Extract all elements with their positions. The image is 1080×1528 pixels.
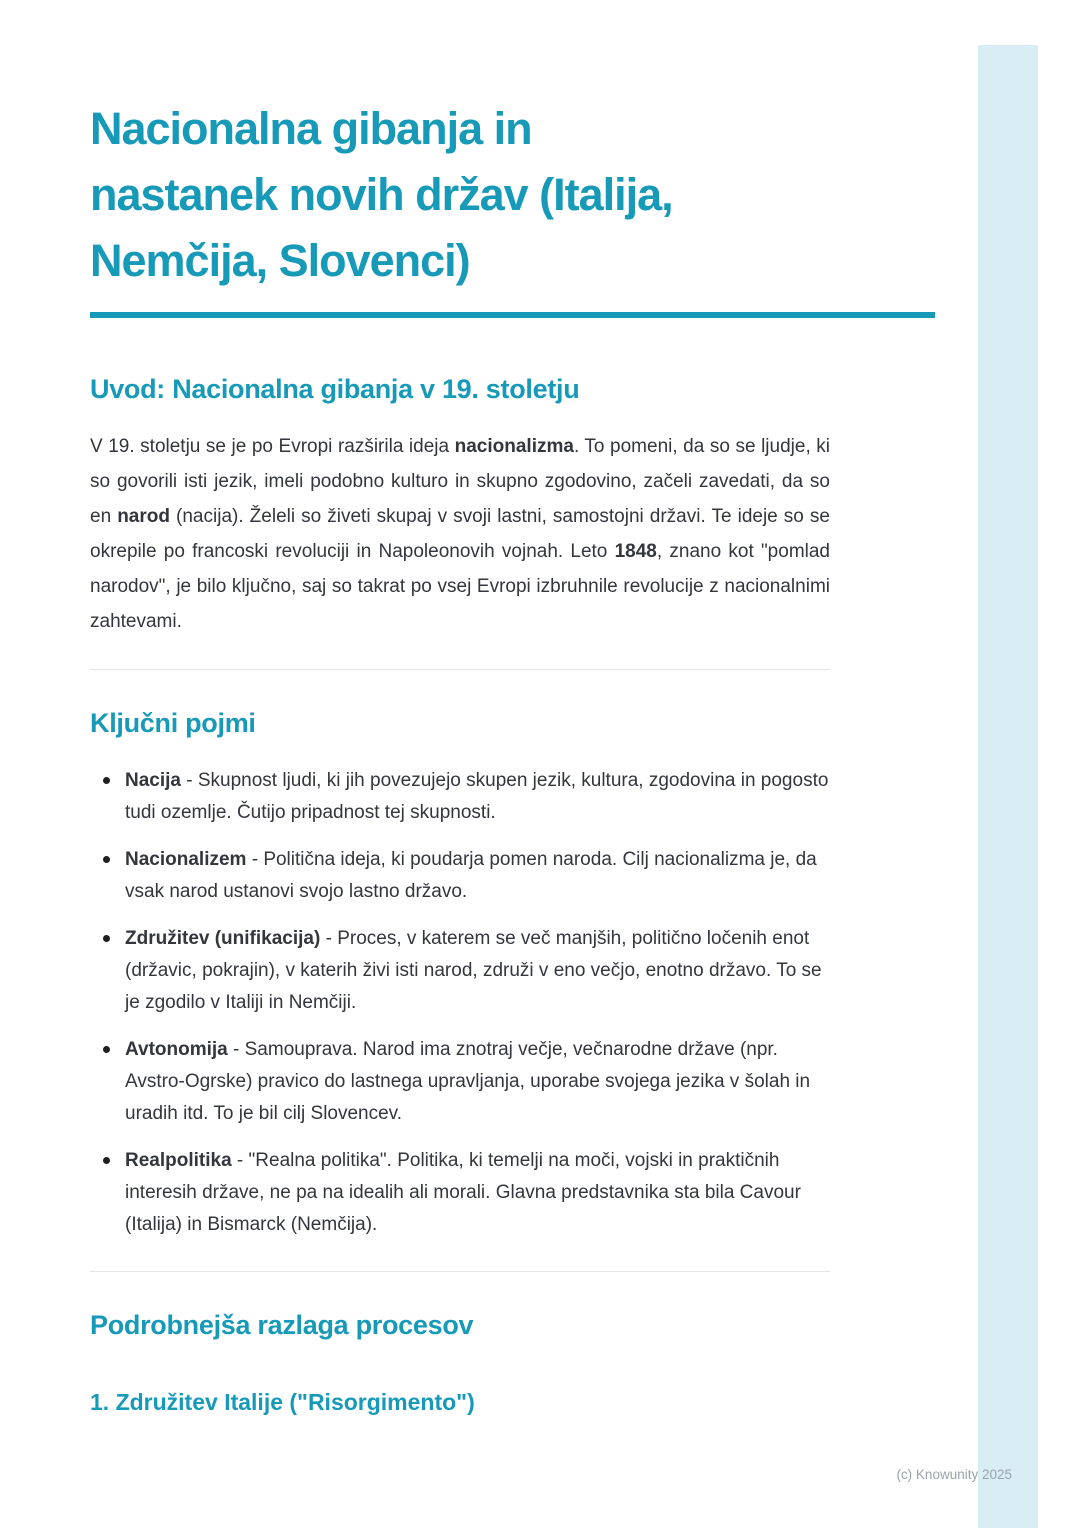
copyright-notice: (c) Knowunity 2025	[896, 1467, 1012, 1482]
term-text	[125, 844, 830, 908]
term-description: - Politična ideja, ki poudarja pomen naroda. Cilj nacionalizma je, da vsak narod ustanovi svojo lastno državo.	[125, 849, 817, 902]
section-heading-processes: Podrobnejša razlaga procesov	[90, 1310, 474, 1340]
section-divider	[90, 669, 830, 670]
term-description: - Proces, v katerem se več manjših, politično ločenih enot (državic, pokrajin), v katerih živi isti narod, združi v eno večjo, enotno državo. To se je zgodilo v Italiji in Nemčiji.	[125, 928, 822, 1013]
title-line: nastanek novih držav (Italija,	[90, 169, 673, 220]
intro-paragraph	[90, 429, 830, 639]
page-edge-strip	[978, 45, 1038, 1528]
list-item	[90, 1145, 830, 1241]
list-item	[90, 765, 830, 829]
term-label: Združitev (unifikacija)	[125, 928, 321, 949]
section-heading-intro: Uvod: Nacionalna gibanja v 19. stoletju	[90, 374, 580, 404]
term-text	[125, 923, 830, 1019]
paragraph-run-bold: narod	[117, 506, 170, 527]
paragraph-run: , znano kot "pomlad narodov", je bilo ključno, saj so takrat po vsej Evropi izbruhnile revolucije z nacionalnimi zahtevami.	[90, 541, 831, 632]
title-line: Nacionalna gibanja in	[90, 103, 532, 154]
paragraph-run-bold: 1848	[614, 541, 657, 562]
title-rule	[90, 312, 935, 318]
term-description: - Skupnost ljudi, ki jih povezujejo skupen jezik, kultura, zgodovina in pogosto tudi ozemlje. Čutijo pripadnost tej skupnosti.	[125, 770, 829, 823]
term-description: - Samouprava. Narod ima znotraj večje, večnarodne države (npr. Avstro-Ogrske) pravico do lastnega upravljanja, uporabe svojega jezika v šolah in uradih itd. To je bil cilj Slovencev.	[125, 1039, 811, 1124]
section-heading-key-terms: Ključni pojmi	[90, 708, 256, 738]
term-description: - "Realna politika". Politika, ki temelji na moči, vojski in praktičnih interesih države, ne pa na idealih ali morali. Glavna predstavnika sta bila Cavour (Italija) in Bismarck (Nemčija).	[125, 1150, 801, 1235]
list-item	[90, 1034, 830, 1130]
document-content	[90, 0, 935, 1416]
term-label: Realpolitika	[125, 1150, 232, 1171]
key-terms-list	[90, 765, 830, 1241]
section-divider	[90, 1271, 830, 1272]
term-text	[125, 765, 830, 829]
bullet-icon	[103, 1046, 110, 1053]
list-item	[90, 923, 830, 1019]
list-item	[90, 844, 830, 908]
bullet-icon	[103, 856, 110, 863]
paragraph-run: . To pomeni, da so se ljudje, ki so govorili isti jezik, imeli podobno kulturo in skupno zgodovino, začeli zavedati, da so en	[90, 436, 830, 527]
document-body	[90, 374, 830, 1416]
document-title	[90, 96, 935, 294]
bullet-icon	[103, 777, 110, 784]
term-label: Nacionalizem	[125, 849, 247, 870]
paragraph-run: V 19. stoletju se je po Evropi razširila ideja	[90, 436, 455, 457]
term-label: Avtonomija	[125, 1039, 228, 1060]
bullet-icon	[103, 935, 110, 942]
paragraph-run: (nacija). Želeli so živeti skupaj v svoji lastni, samostojni državi. Te ideje so se okrepile po francoski revoluciji in Napoleonovih vojnah. Leto	[90, 506, 830, 562]
subsection-heading-italy: 1. Združitev Italije ("Risorgimento")	[90, 1389, 475, 1415]
paragraph-run-bold: nacionalizma	[454, 436, 574, 457]
term-text	[125, 1145, 830, 1241]
term-text	[125, 1034, 830, 1130]
title-line: Nemčija, Slovenci)	[90, 235, 470, 286]
term-label: Nacija	[125, 770, 181, 791]
bullet-icon	[103, 1157, 110, 1164]
